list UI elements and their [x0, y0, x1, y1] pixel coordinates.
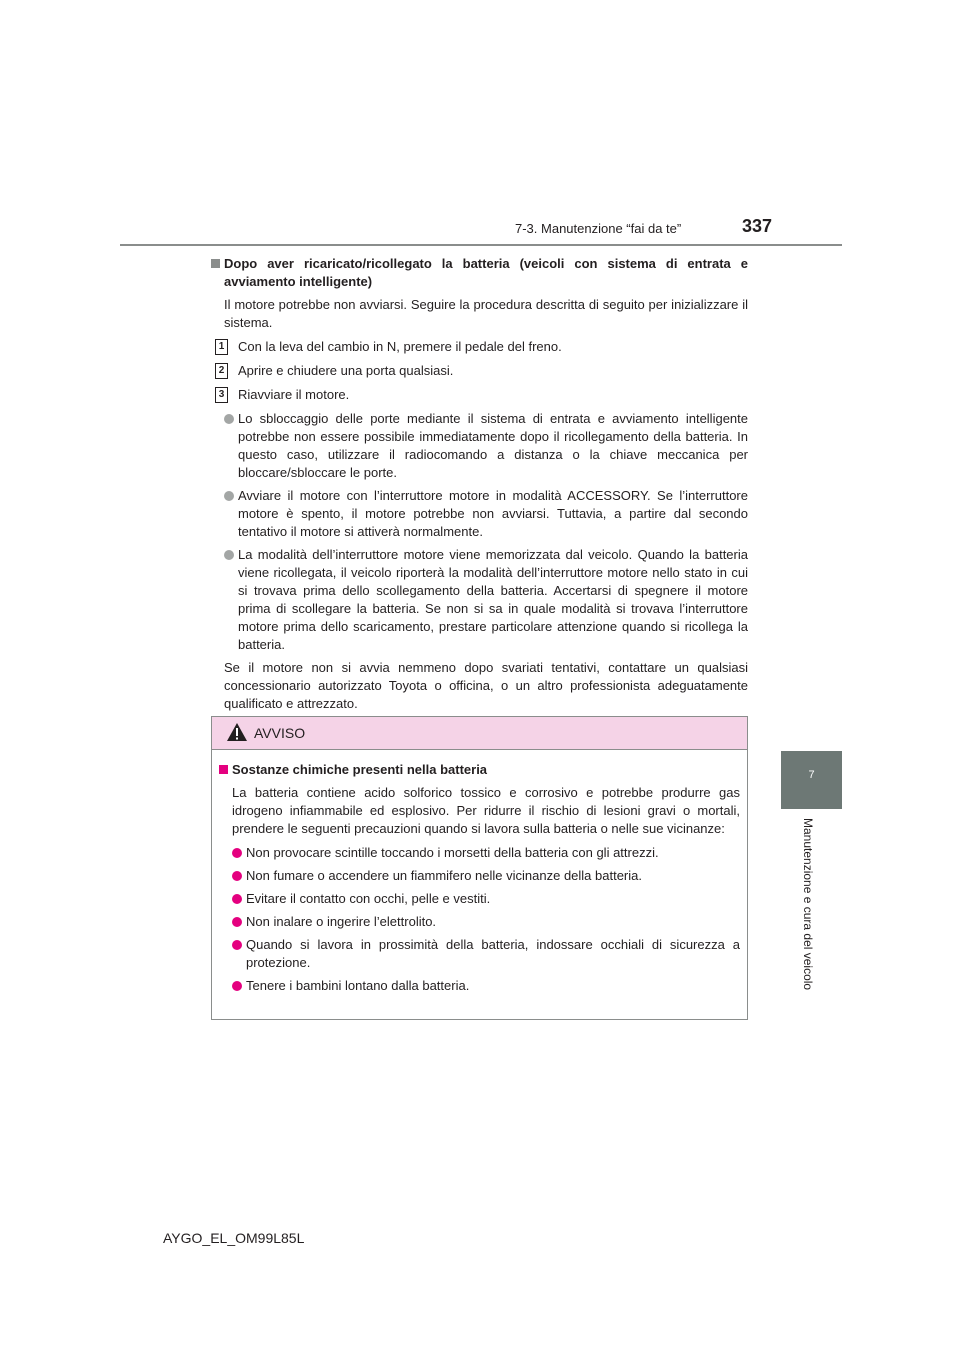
step-number-icon: 3 — [215, 387, 228, 403]
bullet-dot-icon — [232, 848, 242, 858]
section-heading: Dopo aver ricaricato/ricollegato la batteria (veicoli con sistema di entrata e avviamento intelligente) — [211, 255, 748, 291]
list-item: Lo sbloccaggio delle porte mediante il sistema di entrata e avviamento intelligente potrebbe non essere possibile immediatamente dopo il ricollegamento della batteria. In questo caso, utilizzare il radiocomando a distanza o la chiave meccanica per bloccare/sbloccare le porte. — [211, 410, 748, 482]
main-content — [211, 255, 748, 719]
step-item — [211, 386, 748, 404]
step-number-icon: 1 — [215, 339, 228, 355]
list-item: Evitare il contatto con occhi, pelle e vestiti. — [219, 890, 740, 908]
footer-code: AYGO_EL_OM99L85L — [163, 1230, 305, 1246]
list-item: Non provocare scintille toccando i morsetti della batteria con gli attrezzi. — [219, 844, 740, 862]
warning-triangle-icon — [226, 722, 248, 742]
bullet-dot-icon — [224, 550, 234, 560]
page-number: 337 — [742, 216, 773, 236]
header-rule — [120, 244, 842, 246]
warning-heading: Sostanze chimiche presenti nella batteria — [219, 761, 740, 779]
step-text: Con la leva del cambio in N, premere il pedale del freno. — [238, 339, 562, 354]
list-item: Non inalare o ingerire l’elettrolito. — [219, 913, 740, 931]
bullet-dot-icon — [232, 871, 242, 881]
chapter-title: Manutenzione e cura del veicolo — [801, 818, 815, 991]
step-item — [211, 362, 748, 380]
header-section-title: 7-3. Manutenzione “fai da te” — [515, 221, 682, 236]
bullet-dot-icon — [232, 981, 242, 991]
intro-paragraph: Il motore potrebbe non avviarsi. Seguire la procedura descritta di seguito per inizializzare il sistema. — [224, 297, 748, 330]
square-bullet-icon — [211, 259, 220, 268]
bullet-dot-icon — [224, 414, 234, 424]
warning-intro: La batteria contiene acido solforico tossico e corrosivo e potrebbe produrre gas idrogeno infiammabile ed esplosivo. Per ridurre il rischio di lesioni gravi o mortali, prendere le seguenti precauzioni quando si lavora sulla batteria o nelle sue vicinanze: — [232, 785, 740, 836]
bullet-dot-icon — [232, 917, 242, 927]
bullet-dot-icon — [232, 894, 242, 904]
list-item: Tenere i bambini lontano dalla batteria. — [219, 977, 740, 995]
warning-box — [211, 716, 748, 1020]
step-item — [211, 338, 748, 356]
list-item: Non fumare o accendere un fiammifero nelle vicinanze della batteria. — [219, 867, 740, 885]
step-number-icon: 2 — [215, 363, 228, 379]
list-item: Avviare il motore con l’interruttore motore in modalità ACCESSORY. Se l’interruttore motore è spento, il motore potrebbe non avviarsi. Tuttavia, a partire dal secondo tentativo il motore si attiverà normalmente. — [211, 487, 748, 541]
step-text: Aprire e chiudere una porta qualsiasi. — [238, 363, 454, 378]
warning-body — [212, 750, 747, 995]
closing-paragraph: Se il motore non si avvia nemmeno dopo svariati tentativi, contattare un qualsiasi concessionario autorizzato Toyota o officina, o un altro professionista adeguatamente qualificato e attrezzato. — [224, 660, 748, 711]
warning-header — [212, 717, 747, 750]
square-bullet-icon — [219, 765, 228, 774]
chapter-number: 7 — [808, 769, 815, 781]
step-text: Riavviare il motore. — [238, 387, 350, 402]
bullet-dot-icon — [224, 491, 234, 501]
list-item: La modalità dell’interruttore motore viene memorizzata dal veicolo. Quando la batteria viene ricollegata, il veicolo riporterà la modalità dell’interruttore motore nello stato in cui si trovava prima dello scollegamento della batteria. Accertarsi di spegnere il motore prima di scollegare la batteria. Se non si sa in quale modalità si trovava l’interruttore motore prima dello scaricamento, prestare particolare attenzione quando si ricollega la batteria. — [211, 546, 748, 654]
chapter-tab — [781, 751, 842, 809]
warning-title: AVVISO — [254, 725, 306, 741]
bullet-dot-icon — [232, 940, 242, 950]
list-item: Quando si lavora in prossimità della batteria, indossare occhiali di sicurezza a protezione. — [219, 936, 740, 972]
